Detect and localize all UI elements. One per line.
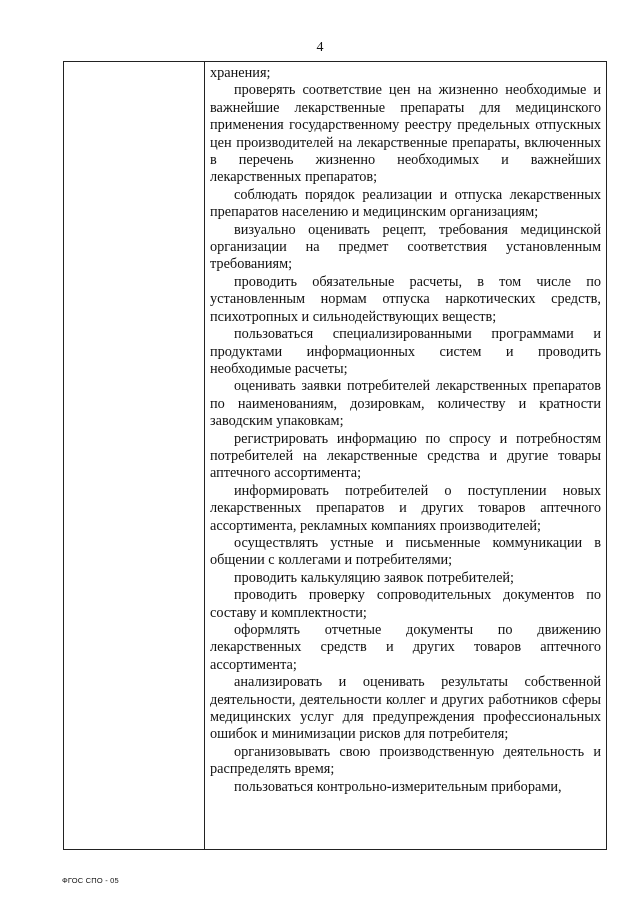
column-divider [204, 62, 205, 849]
requirements-table [63, 61, 607, 850]
skill-paragraph: визуально оценивать рецепт, требования медицинской организации на предмет соответствия установленным требованиям; [210, 221, 601, 273]
skill-paragraph: анализировать и оценивать результаты собственной деятельности, деятельности коллег и других работников сферы медицинских услуг для предупреждения профессиональных ошибок и минимизации рисков для потребителя; [210, 674, 601, 743]
skill-paragraph: проводить проверку сопроводительных документов по составу и комплектности; [210, 587, 601, 621]
page-number: 4 [316, 40, 324, 55]
skill-paragraph: организовывать свою производственную деятельность и распределять время; [210, 743, 601, 778]
skill-paragraph: хранения; [210, 65, 271, 81]
skill-paragraph: оценивать заявки потребителей лекарственных препаратов по наименованиям, дозировкам, количеству и кратности заводским упаковкам; [210, 378, 601, 430]
skill-paragraph: осуществлять устные и письменные коммуникации в общении с коллегами и потребителями; [210, 534, 601, 569]
skill-paragraph: соблюдать порядок реализации и отпуска лекарственных препаратов населению и медицинским организациям; [210, 186, 601, 221]
skills-list [210, 65, 601, 796]
skill-paragraph: проверять соответствие цен на жизненно необходимые и важнейшие лекарственные препараты для медицинского применения государственному реестру предельных отпускных цен производителей на лекарственные препараты, включенных в перечень жизненно необходимых и важнейших лекарственных препаратов; [210, 82, 601, 186]
skill-paragraph: проводить калькуляцию заявок потребителей; [234, 569, 515, 586]
skill-paragraph: информировать потребителей о поступлении новых лекарственных препаратов и других товаров аптечного ассортимента, рекламных компаниях производителей; [210, 482, 601, 534]
skill-paragraph: пользоваться специализированными программами и продуктами информационных систем и проводить необходимые расчеты; [210, 326, 601, 377]
footer-document-code: ФГОС СПО - 05 [62, 876, 119, 885]
skill-paragraph: оформлять отчетные документы по движению лекарственных средств и других товаров аптечного ассортимента; [210, 622, 601, 673]
skill-paragraph: пользоваться контрольно-измерительным приборами, [234, 778, 562, 795]
skill-paragraph: регистрировать информацию по спросу и потребностям потребителей на лекарственные средства и другие товары аптечного ассортимента; [210, 430, 601, 482]
skill-paragraph: проводить обязательные расчеты, в том числе по установленным нормам отпуска наркотических средств, психотропных и сильнодействующих веществ; [210, 273, 601, 325]
